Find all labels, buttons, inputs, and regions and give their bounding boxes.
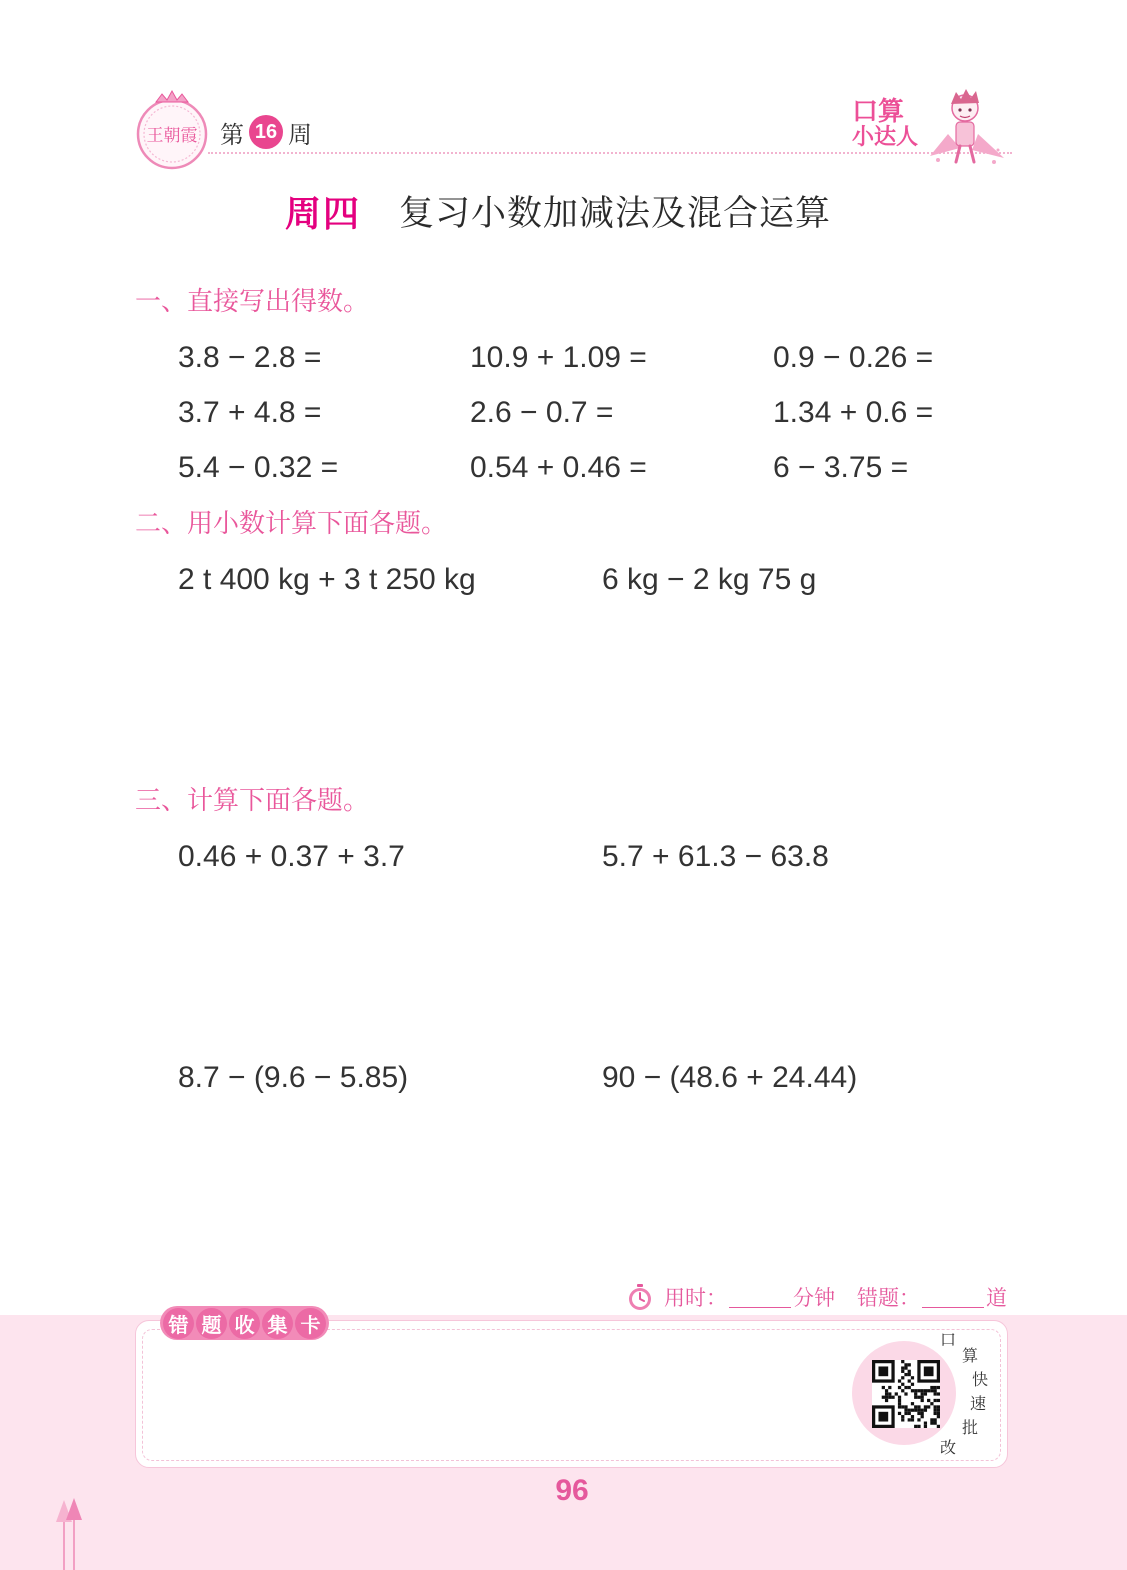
qr-caption-char: 口 <box>939 1330 956 1349</box>
error-unit: 道 <box>986 1286 1007 1310</box>
qr-module <box>934 1409 937 1412</box>
qr-module <box>934 1422 937 1425</box>
page-number: 96 <box>555 1474 589 1507</box>
qr-module <box>934 1399 937 1402</box>
qr-module <box>904 1363 907 1366</box>
qr-module <box>914 1396 917 1399</box>
problem-1-1: 3.8 − 2.8 = <box>178 341 322 374</box>
qr-module <box>908 1418 911 1421</box>
qr-module <box>921 1392 924 1395</box>
qr-module <box>878 1366 888 1376</box>
section-1-heading: 一、直接写出得数。 <box>135 287 370 317</box>
qr-module <box>901 1389 904 1392</box>
qr-module <box>901 1415 904 1418</box>
qr-module <box>924 1405 927 1408</box>
problem-3-2: 5.7 + 61.3 − 63.8 <box>602 840 829 873</box>
qr-module <box>937 1386 940 1389</box>
qr-module <box>911 1409 914 1412</box>
qr-module <box>908 1363 911 1366</box>
qr-module <box>914 1409 917 1412</box>
qr-module <box>898 1405 901 1408</box>
time-blank <box>729 1287 791 1308</box>
qr-module <box>908 1370 911 1373</box>
qr-module <box>921 1415 924 1418</box>
qr-module <box>891 1396 894 1399</box>
qr-caption-char: 快 <box>971 1370 988 1389</box>
qr-module <box>911 1389 914 1392</box>
qr-caption-char: 算 <box>961 1346 978 1365</box>
qr-module <box>904 1386 907 1389</box>
qr-module <box>901 1376 904 1379</box>
qr-module <box>901 1418 904 1421</box>
qr-module <box>898 1412 901 1415</box>
mascot-icon <box>930 89 1004 164</box>
qr-module <box>930 1386 933 1389</box>
qr-module <box>911 1415 914 1418</box>
card-title-char: 收 <box>229 1308 260 1339</box>
qr-module <box>901 1360 904 1363</box>
qr-module <box>921 1399 924 1402</box>
qr-module <box>888 1386 891 1389</box>
qr-module <box>885 1392 888 1395</box>
qr-module <box>904 1409 907 1412</box>
week-indicator <box>220 114 312 150</box>
qr-module <box>904 1373 907 1376</box>
mistake-card-title <box>160 1306 329 1340</box>
qr-module <box>937 1409 940 1412</box>
qr-module <box>914 1392 917 1395</box>
error-label: 错题： <box>857 1286 920 1310</box>
problem-1-6: 1.34 + 0.6 = <box>773 396 934 429</box>
qr-module <box>934 1386 937 1389</box>
qr-module <box>921 1389 924 1392</box>
qr-module <box>917 1405 920 1408</box>
qr-module <box>885 1389 888 1392</box>
qr-module <box>917 1412 920 1415</box>
qr-module <box>937 1399 940 1402</box>
qr-caption-char: 改 <box>939 1438 956 1457</box>
page-title <box>285 188 831 234</box>
qr-module <box>930 1402 933 1405</box>
qr-module <box>888 1392 891 1395</box>
qr-module <box>930 1422 933 1425</box>
qr-module <box>924 1366 934 1376</box>
qr-module <box>927 1405 930 1408</box>
qr-module <box>898 1396 901 1399</box>
time-error-record <box>626 1282 1007 1312</box>
qr-module <box>904 1392 907 1395</box>
qr-module <box>908 1412 911 1415</box>
qr-module <box>924 1389 927 1392</box>
title-day: 周四 <box>285 193 362 235</box>
qr-module <box>930 1418 933 1421</box>
problem-3-1: 0.46 + 0.37 + 3.7 <box>178 840 405 873</box>
qr-module <box>911 1376 914 1379</box>
qr-module <box>898 1399 901 1402</box>
qr-module <box>927 1389 930 1392</box>
section-3-heading: 三、计算下面各题。 <box>135 786 370 816</box>
qr-caption-char: 速 <box>969 1394 986 1413</box>
problem-2-1: 2 t 400 kg + 3 t 250 kg <box>178 563 476 596</box>
error-blank <box>922 1287 984 1308</box>
qr-module <box>911 1402 914 1405</box>
qr-module <box>911 1418 914 1421</box>
problem-1-5: 2.6 − 0.7 = <box>470 396 614 429</box>
qr-module <box>914 1389 917 1392</box>
qr-module <box>937 1405 940 1408</box>
qr-module <box>904 1412 907 1415</box>
qr-module <box>927 1399 930 1402</box>
qr-module <box>904 1405 907 1408</box>
problem-2-2: 6 kg − 2 kg 75 g <box>602 563 817 596</box>
qr-module <box>908 1379 911 1382</box>
problem-1-3: 0.9 − 0.26 = <box>773 341 934 374</box>
qr-module <box>917 1418 920 1421</box>
qr-module <box>878 1412 888 1422</box>
qr-module <box>901 1405 904 1408</box>
qr-module <box>898 1386 901 1389</box>
qr-module <box>934 1405 937 1408</box>
qr-module <box>937 1392 940 1395</box>
qr-module <box>904 1366 907 1369</box>
problem-3-3: 8.7 − (9.6 − 5.85) <box>178 1061 409 1094</box>
qr-module <box>901 1383 904 1386</box>
qr-module <box>901 1370 904 1373</box>
qr-module <box>930 1389 933 1392</box>
qr-module <box>901 1366 904 1369</box>
qr-module <box>908 1386 911 1389</box>
qr-caption-char: 批 <box>961 1418 978 1437</box>
qr-module <box>934 1418 937 1421</box>
problem-1-4: 3.7 + 4.8 = <box>178 396 322 429</box>
title-topic: 复习小数加减法及混合运算 <box>399 194 832 234</box>
card-title-char: 题 <box>196 1308 227 1339</box>
problem-1-8: 0.54 + 0.46 = <box>470 451 647 484</box>
qr-module <box>934 1392 937 1395</box>
qr-module <box>924 1422 927 1425</box>
week-suffix: 周 <box>288 120 312 149</box>
problem-3-4: 90 − (48.6 + 24.44) <box>602 1061 858 1094</box>
qr-module <box>937 1425 940 1428</box>
qr-module <box>934 1412 937 1415</box>
arrow-up-icon <box>50 1496 90 1570</box>
timer-icon <box>626 1283 654 1311</box>
week-prefix: 第 <box>220 120 244 149</box>
time-label: 用时： <box>664 1286 727 1310</box>
qr-module <box>917 1389 920 1392</box>
qr-module <box>917 1409 920 1412</box>
time-unit: 分钟 <box>793 1286 835 1310</box>
week-number-badge: 16 <box>249 115 283 149</box>
section-2-heading: 二、用小数计算下面各题。 <box>135 509 448 539</box>
qr-code-icon <box>872 1360 940 1428</box>
qr-module <box>921 1412 924 1415</box>
qr-module <box>914 1425 917 1428</box>
problem-1-9: 6 − 3.75 = <box>773 451 909 484</box>
qr-module <box>898 1402 901 1405</box>
qr-module <box>924 1392 927 1395</box>
seal-logo-text: 王朝霞 <box>146 126 198 146</box>
qr-module <box>937 1415 940 1418</box>
qr-module <box>898 1379 901 1382</box>
card-title-char: 集 <box>262 1308 293 1339</box>
qr-module <box>908 1373 911 1376</box>
qr-module <box>937 1412 940 1415</box>
qr-module <box>934 1389 937 1392</box>
qr-module <box>882 1396 885 1399</box>
qr-module <box>921 1396 924 1399</box>
qr-module <box>921 1409 924 1412</box>
brand-line-2: 小达人 <box>852 125 919 150</box>
qr-module <box>885 1399 888 1402</box>
qr-module <box>885 1396 888 1399</box>
qr-module <box>888 1396 891 1399</box>
brand-logo-icon <box>848 86 1016 170</box>
qr-module <box>924 1425 927 1428</box>
qr-module <box>895 1392 898 1395</box>
qr-module <box>917 1425 920 1428</box>
problem-1-2: 10.9 + 1.09 = <box>470 341 647 374</box>
card-title-char: 卡 <box>295 1308 326 1339</box>
brand-line-1: 口算 <box>852 97 905 127</box>
qr-module <box>924 1409 927 1412</box>
qr-module <box>911 1383 914 1386</box>
qr-module <box>917 1396 920 1399</box>
problem-1-7: 5.4 − 0.32 = <box>178 451 339 484</box>
qr-module <box>914 1405 917 1408</box>
qr-module <box>908 1409 911 1412</box>
qr-module <box>882 1386 885 1389</box>
card-title-char: 错 <box>163 1308 194 1339</box>
seal-logo-icon <box>130 88 214 172</box>
